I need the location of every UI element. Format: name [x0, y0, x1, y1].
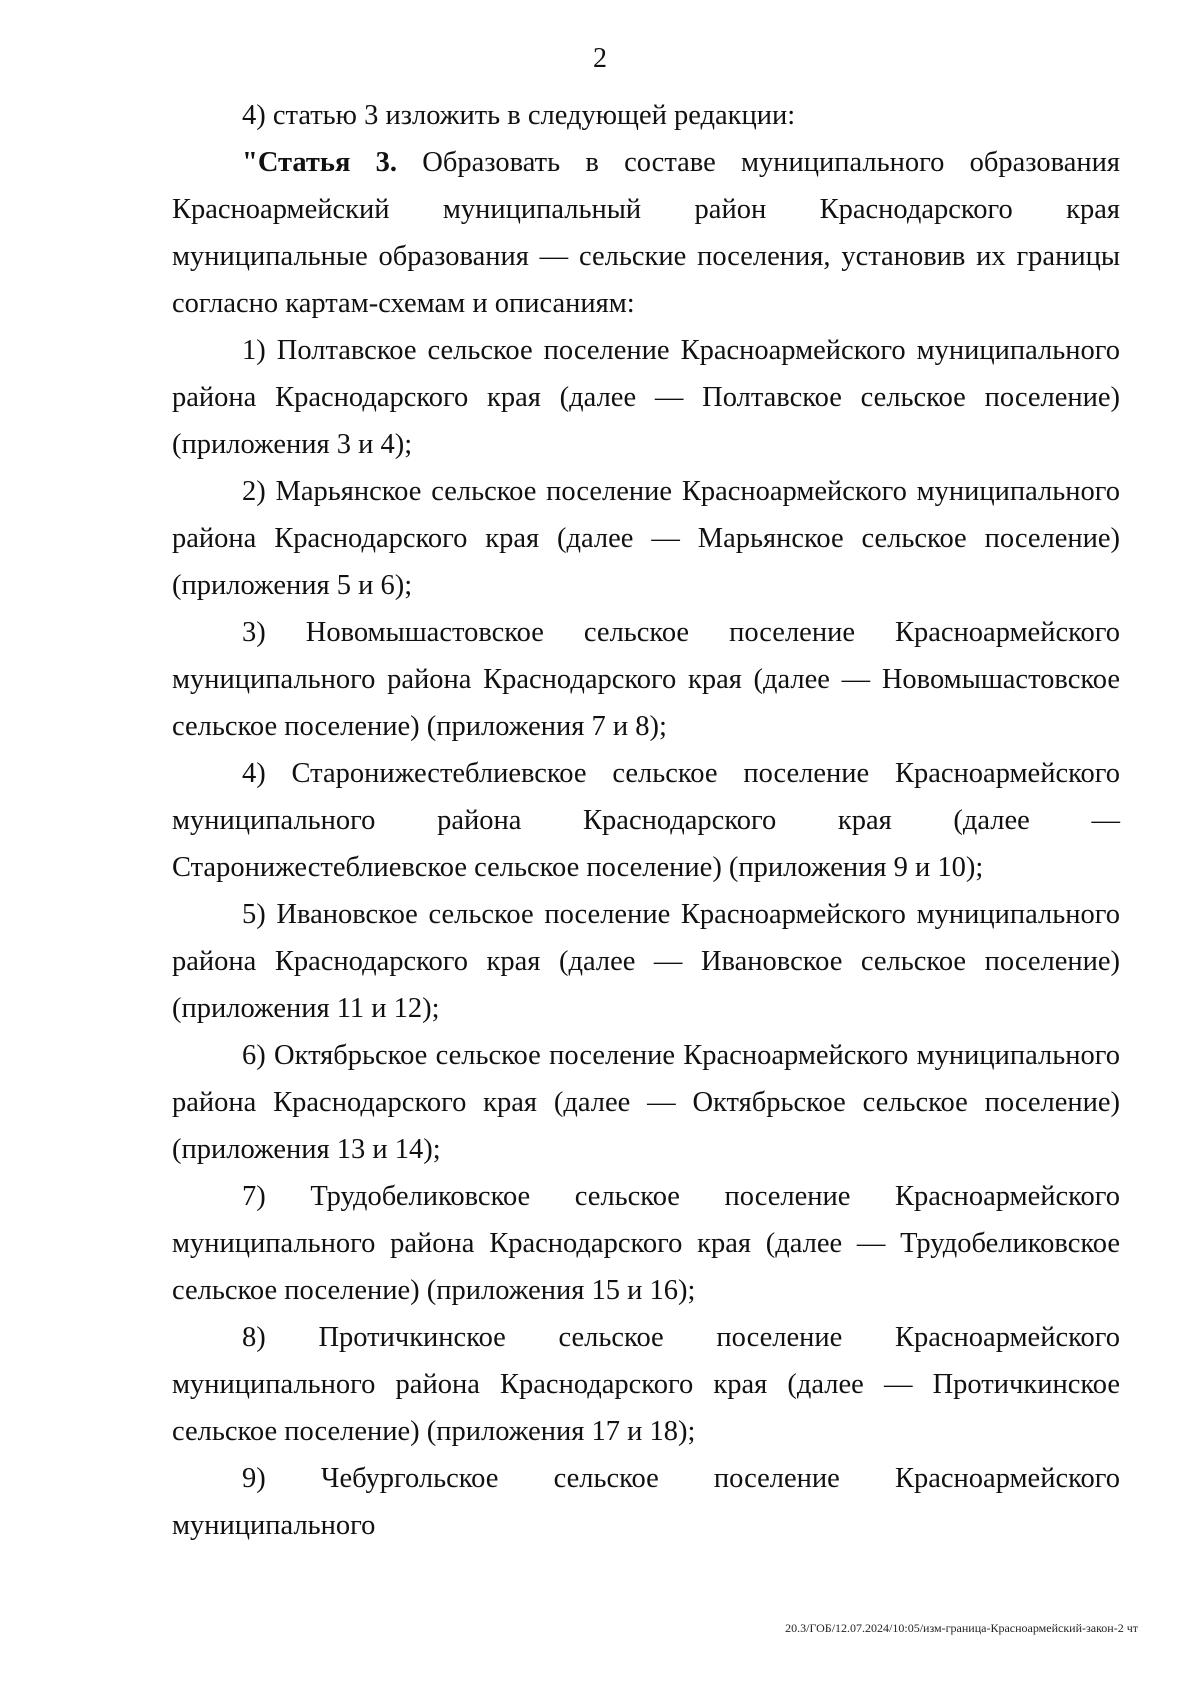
- list-item: 3) Новомышастовское сельское поселение Красноармейского муниципального района Краснодарского края (далее — Новомышастовское сельское поселение) (приложения 7 и 8);: [172, 617, 1120, 742]
- list-item: 6) Октябрьское сельское поселение Красноармейского муниципального района Краснодарского края (далее — Октябрьское сельское поселение) (приложения 13 и 14);: [172, 1040, 1120, 1165]
- article-heading: "Статья 3.: [242, 147, 398, 178]
- list-item: 7) Трудобеликовское сельское поселение Красноармейского муниципального района Краснодарского края (далее — Трудобеликовское сельское поселение) (приложения 15 и 16);: [172, 1181, 1120, 1306]
- article-text: Образовать в составе муниципального образования Красноармейский муниципальный район Краснодарского края муниципальные образования — сельские поселения, установив их границы согласно картам-схемам и описаниям:: [172, 147, 1120, 319]
- page-number: 2: [593, 43, 607, 74]
- article-paragraph: [172, 139, 1120, 327]
- list-item: 1) Полтавское сельское поселение Красноармейского муниципального района Краснодарского края (далее — Полтавское сельское поселение) (приложения 3 и 4);: [172, 335, 1120, 460]
- list-item: 8) Протичкинское сельское поселение Красноармейского муниципального района Краснодарского края (далее — Протичкинское сельское поселение) (приложения 17 и 18);: [172, 1322, 1120, 1447]
- list-item: 5) Ивановское сельское поселение Красноармейского муниципального района Краснодарского края (далее — Ивановское сельское поселение) (приложения 11 и 12);: [172, 899, 1120, 1024]
- list-item: 4) Старонижестеблиевское сельское поселение Красноармейского муниципального района Краснодарского края (далее — Старонижестеблиевское сельское поселение) (приложения 9 и 10);: [172, 758, 1120, 883]
- document-footer-code: 20.3/ГОБ/12.07.2024/10:05/изм-граница-Красноармейский-закон-2 чт: [785, 1621, 1138, 1635]
- list-item: 9) Чебургольское сельское поселение Красноармейского муниципального: [172, 1463, 1120, 1541]
- list-item: 2) Марьянское сельское поселение Красноармейского муниципального района Краснодарского края (далее — Марьянское сельское поселение) (приложения 5 и 6);: [172, 476, 1120, 601]
- document-body: [172, 92, 1120, 1549]
- amendment-intro: 4) статью 3 изложить в следующей редакции:: [242, 100, 796, 131]
